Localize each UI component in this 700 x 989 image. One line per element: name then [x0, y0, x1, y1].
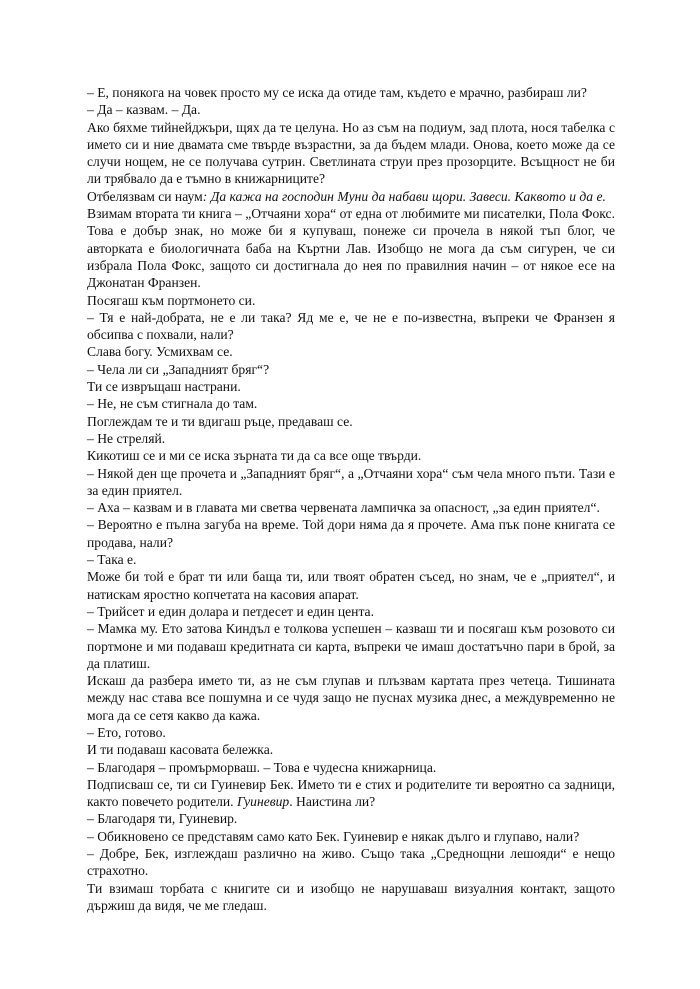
paragraph: – Ето, готово. [87, 724, 166, 740]
paragraph: – Тя е най-добрата, не е ли така? Яд ме е, че не е по-известна, въпреки че Франзен я обсипва с похвали, нали? [87, 309, 615, 343]
paragraph: Може би той е брат ти или баща ти, или твоят обратен съсед, но знам, че е „приятел“, и натискам яростно копчетата на касовия апарат. [87, 569, 615, 602]
document-page [87, 84, 615, 914]
paragraph: Ти се извръщаш настрани. [87, 379, 241, 395]
paragraph: – Трийсет и един долара и петдесет и един цента. [87, 603, 374, 619]
paragraph: – Така е. [87, 552, 137, 568]
paragraph: – Да – казвам. – Да. [87, 102, 201, 118]
paragraph: – Аха – казвам и в главата ми светва червената лампичка за опасност, „за един приятел“. [87, 500, 600, 516]
paragraph: Искаш да разбера името ти, аз не съм глупав и плъзвам картата през четеца. Тишината между нас става все пошумна и се чудя защо не пуснах музика днес, а междувременно не мога да се сетя какво да кажа. [87, 673, 615, 723]
paragraph-plain: Подписваш се, ти си Гуиневир Бек. Името ти е стих и родителите ти вероятно са задници, както повечето родители. [87, 776, 615, 810]
paragraph-tail: . Наистина ли? [289, 794, 376, 810]
paragraph: Ти взимаш торбата с книгите си и изобщо не нарушаваш визуалния контакт, защото държиш да видя, че ме гледаш. [87, 880, 615, 913]
paragraph: – Добре, Бек, изглеждаш различно на живо. Също така „Среднощни лешояди“ е нещо страхотно. [87, 846, 615, 879]
paragraph: – Благодаря – промърморваш. – Това е чудесна книжарница. [87, 759, 437, 775]
paragraph: – Не, не съм стигнала до там. [87, 396, 258, 412]
paragraph: – Не стреляй. [87, 430, 166, 446]
paragraph: Ако бяхме тийнейджъри, щях да те целуна. Но аз съм на подиум, зад плота, нося табелка с името си и ние двамата сме твърде възрастни, за да бъдем млади. Онова, което може да се случи нощем, не се получава сутрин. Светлината струи през прозорците. Всъщност не би ли трябвало да е тъмно в книжарниците? [87, 119, 615, 187]
paragraph: Взимам втората ти книга – „Отчаяни хора“ от една от любимите ми писателки, Пола Фокс. Това е добър знак, но може би я купуваш, понеже си прочела в някой тъп блог, че авторката е биологичната баба на Къртни Лав. Изобщо не мога да съм сигурен, че си избрала Пола Фокс, защото си достигнала до нея по правилния начин – от някое есе на Джонатан Франзен. [87, 206, 615, 291]
paragraph: Посягаш към портмонето си. [87, 292, 256, 308]
paragraph-italic: : Да кажа на господин Муни да набави щори. Завеси. Каквото и да е. [202, 188, 606, 204]
paragraph: – Някой ден ще прочета и „Западният бряг“, а „Отчаяни хора“ съм чела много пъти. Тази е за един приятел. [87, 465, 615, 498]
paragraph: И ти подаваш касовата бележка. [87, 742, 274, 758]
paragraph: Слава богу. Усмихвам се. [87, 344, 233, 360]
paragraph: – Вероятно е пълна загуба на време. Той дори няма да я прочете. Ама пък поне книгата се продава, нали? [87, 517, 615, 550]
paragraph: – Обикновено се представям само като Бек. Гуиневир е някак дълго и глупаво, нали? [87, 828, 580, 844]
paragraph: – Е, понякога на човек просто му се иска да отиде там, където е мрачно, разбираш ли? [87, 85, 587, 100]
paragraph: – Благодаря ти, Гуиневир. [87, 811, 238, 827]
paragraph-italic: Гуиневир [236, 794, 290, 810]
paragraph: – Мамка му. Ето затова Киндъл е толкова успешен – казваш ти и посягаш към розовото си портмоне и ми подаваш кредитната си карта, въпреки че имаш достатъчно пари в брой, за да платиш. [87, 621, 615, 671]
paragraph-mixed [87, 188, 615, 205]
paragraph: – Чела ли си „Западният бряг“? [87, 361, 270, 377]
paragraph-mixed [87, 776, 615, 811]
paragraph-plain: Отбелязвам си наум [87, 188, 203, 204]
paragraph: Кикотиш се и ми се иска зърната ти да са все още твърди. [87, 448, 422, 464]
paragraph: Поглеждам те и ти вдигаш ръце, предаваш се. [87, 413, 353, 429]
